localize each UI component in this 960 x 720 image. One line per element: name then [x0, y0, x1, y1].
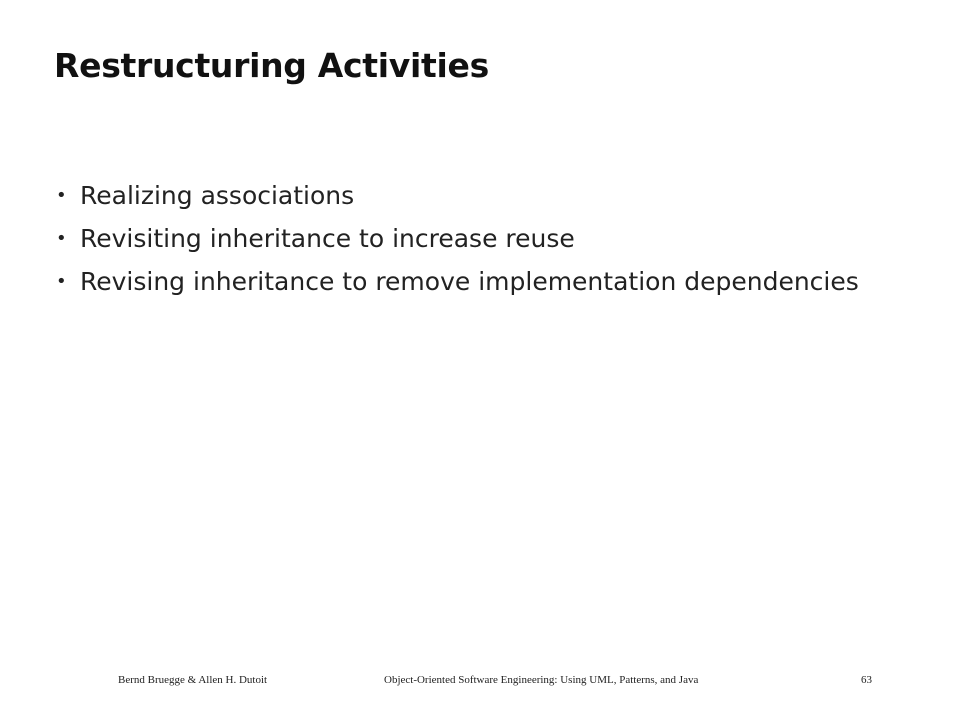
bullet-item-revising-inheritance [56, 266, 916, 297]
bullet-icon: • [56, 271, 67, 292]
bullet-text: Revising inheritance to remove implementation dependencies [80, 267, 859, 296]
footer-authors: Bernd Bruegge & Allen H. Dutoit [118, 674, 268, 686]
bullet-list [56, 180, 916, 309]
bullet-icon: • [56, 185, 67, 206]
footer-book-title: Object-Oriented Software Engineering: Using UML, Patterns, and Java [384, 674, 699, 686]
bullet-icon: • [56, 228, 67, 249]
footer-page-number: 63 [861, 674, 872, 686]
slide-title: Restructuring Activities [54, 46, 489, 85]
bullet-text: Realizing associations [80, 181, 355, 210]
bullet-text: Revisiting inheritance to increase reuse [80, 224, 575, 253]
bullet-item-realizing-associations [56, 180, 916, 211]
bullet-item-revisiting-inheritance [56, 223, 916, 254]
